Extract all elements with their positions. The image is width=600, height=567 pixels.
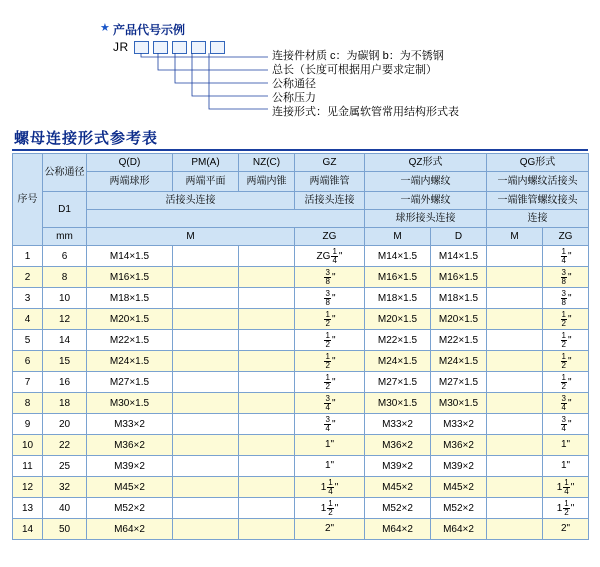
cell-gz [295, 267, 365, 288]
legend-title: 产品代号示例 [113, 23, 186, 37]
cell-qd: M36×2 [87, 435, 173, 456]
gz-inch-mark: " [334, 481, 339, 493]
cell-qz-m: M14×1.5 [365, 246, 431, 267]
header-qg-unit-m: M [487, 228, 543, 246]
gz-inch-mark: " [330, 523, 335, 535]
cell-qz-d: M18×1.5 [431, 288, 487, 309]
code-box-3 [172, 41, 187, 54]
qg-fraction: $\frac{1}{2}$ [561, 330, 566, 349]
header-group-nz-code: NZ(C) [239, 154, 295, 172]
star-icon: ★ [100, 22, 110, 34]
cell-qd: M18×1.5 [87, 288, 173, 309]
cell-qg-zg [543, 477, 589, 498]
gz-fraction: $\frac{1}{4}$ [328, 477, 333, 496]
cell-qz-m: M16×1.5 [365, 267, 431, 288]
cell-qg-zg [543, 498, 589, 519]
page-title: 螺母连接形式参考表 [14, 130, 159, 147]
cell-qd: M39×2 [87, 456, 173, 477]
gz-fraction: $\frac{1}{2}$ [325, 330, 330, 349]
gz-inch-mark: " [338, 250, 343, 262]
qg-inch-mark: " [567, 250, 572, 262]
cell-qd: M64×2 [87, 519, 173, 540]
code-box-4 [191, 41, 206, 54]
legend-item-material: 连接件材质 c：为碳钢 b：为不锈钢 [272, 50, 444, 62]
cell-seq: 4 [13, 309, 43, 330]
title-divider [12, 149, 588, 151]
cell-dn: 40 [43, 498, 87, 519]
gz-inch-mark: " [331, 292, 336, 304]
gz-fraction: $\frac{1}{2}$ [325, 351, 330, 370]
gz-inch-mark: " [331, 313, 336, 325]
header-group-qz-code: QZ形式 [365, 154, 487, 172]
cell-qg-m [487, 519, 543, 540]
cell-seq: 14 [13, 519, 43, 540]
qg-fraction: $\frac{1}{4}$ [564, 477, 569, 496]
cell-dn: 22 [43, 435, 87, 456]
cell-seq: 7 [13, 372, 43, 393]
cell-qz-m: M39×2 [365, 456, 431, 477]
table-row [13, 330, 589, 351]
cell-gz [295, 477, 365, 498]
legend-item-list [272, 50, 459, 120]
header-qz-form: 一端内螺纹 [365, 172, 487, 192]
cell-qd: M27×1.5 [87, 372, 173, 393]
cell-qz-d: M52×2 [431, 498, 487, 519]
cell-nz [239, 435, 295, 456]
header-qz-unit-d: D [431, 228, 487, 246]
header-qz-unit-m: M [365, 228, 431, 246]
code-box-1 [134, 41, 149, 54]
qg-inch-mark: " [566, 439, 571, 451]
cell-gz [295, 351, 365, 372]
qg-fraction: $\frac{1}{2}$ [561, 372, 566, 391]
cell-seq: 12 [13, 477, 43, 498]
gz-whole: 1 [324, 439, 331, 451]
header-unit-zg: ZG [295, 228, 365, 246]
cell-qz-d: M16×1.5 [431, 267, 487, 288]
cell-qg-zg [543, 330, 589, 351]
qg-inch-mark: " [567, 418, 572, 430]
table-row [13, 519, 589, 540]
cell-nz [239, 288, 295, 309]
qg-inch-mark: " [567, 376, 572, 388]
cell-dn: 25 [43, 456, 87, 477]
cell-seq: 5 [13, 330, 43, 351]
header-qg-join: 连接 [487, 210, 589, 228]
legend-item-connection-type: 连接形式：见金属软管常用结构形式表 [272, 106, 459, 118]
table-row [13, 498, 589, 519]
table-row [13, 267, 589, 288]
product-code-prefix: JR [113, 40, 129, 54]
table-row [13, 351, 589, 372]
table-row [13, 288, 589, 309]
code-box-5 [210, 41, 225, 54]
cell-qz-m: M30×1.5 [365, 393, 431, 414]
cell-seq: 9 [13, 414, 43, 435]
cell-qd: M22×1.5 [87, 330, 173, 351]
cell-qz-d: M39×2 [431, 456, 487, 477]
cell-qz-m: M22×1.5 [365, 330, 431, 351]
cell-nz [239, 330, 295, 351]
header-qg-unit-zg: ZG [543, 228, 589, 246]
cell-dn: 14 [43, 330, 87, 351]
cell-pm [173, 456, 239, 477]
qg-fraction: $\frac{3}{4}$ [561, 414, 566, 433]
legend-item-nominal-diameter: 公称通径 [272, 78, 316, 90]
gz-fraction: $\frac{1}{4}$ [332, 246, 337, 265]
qg-fraction: $\frac{3}{4}$ [561, 393, 566, 412]
header-gz-join: 活接头连接 [295, 192, 365, 210]
header-dn: 公称通径 [43, 154, 87, 192]
table-row [13, 435, 589, 456]
cell-pm [173, 393, 239, 414]
cell-qz-d: M45×2 [431, 477, 487, 498]
cell-qg-m [487, 435, 543, 456]
cell-qz-m: M52×2 [365, 498, 431, 519]
cell-qz-m: M18×1.5 [365, 288, 431, 309]
cell-nz [239, 246, 295, 267]
cell-seq: 6 [13, 351, 43, 372]
qg-whole: 1 [556, 502, 563, 514]
cell-dn: 12 [43, 309, 87, 330]
qg-inch-mark: " [570, 502, 575, 514]
cell-qg-m [487, 309, 543, 330]
table-row [13, 246, 589, 267]
header-gz-form: 两端锥管 [295, 172, 365, 192]
cell-qz-d: M20×1.5 [431, 309, 487, 330]
qg-fraction: $\frac{3}{8}$ [561, 288, 566, 307]
cell-qd: M45×2 [87, 477, 173, 498]
header-qz-form2: 一端外螺纹 [365, 192, 487, 210]
header-unit-m: M [87, 228, 295, 246]
header-group-pm-code: PM(A) [173, 154, 239, 172]
cell-nz [239, 309, 295, 330]
qg-inch-mark: " [567, 271, 572, 283]
cell-pm [173, 309, 239, 330]
gz-inch-mark: " [331, 334, 336, 346]
header-group-qd-code: Q(D) [87, 154, 173, 172]
cell-pm [173, 267, 239, 288]
cell-qg-m [487, 372, 543, 393]
cell-gz [295, 288, 365, 309]
cell-seq: 1 [13, 246, 43, 267]
gz-fraction: $\frac{1}{2}$ [325, 372, 330, 391]
cell-qg-m [487, 288, 543, 309]
cell-qg-zg [543, 351, 589, 372]
cell-dn: 50 [43, 519, 87, 540]
cell-nz [239, 414, 295, 435]
table-row [13, 393, 589, 414]
cell-pm [173, 477, 239, 498]
gz-inch-mark: " [330, 460, 335, 472]
cell-qd: M30×1.5 [87, 393, 173, 414]
cell-seq: 2 [13, 267, 43, 288]
cell-qz-d: M36×2 [431, 435, 487, 456]
cell-qg-zg [543, 456, 589, 477]
cell-qz-d: M14×1.5 [431, 246, 487, 267]
header-group-qg-code: QG形式 [487, 154, 589, 172]
gz-fraction: $\frac{1}{2}$ [325, 309, 330, 328]
gz-inch-mark: " [331, 418, 336, 430]
qg-inch-mark: " [566, 523, 571, 535]
cell-pm [173, 351, 239, 372]
cell-qz-d: M64×2 [431, 519, 487, 540]
cell-qg-zg [543, 267, 589, 288]
qg-inch-mark: " [567, 355, 572, 367]
cell-dn: 10 [43, 288, 87, 309]
cell-gz [295, 372, 365, 393]
cell-dn: 15 [43, 351, 87, 372]
nut-connection-spec-table [12, 153, 589, 540]
qg-whole: 2 [560, 523, 567, 535]
cell-gz [295, 246, 365, 267]
table-row [13, 456, 589, 477]
cell-dn: 16 [43, 372, 87, 393]
cell-qz-m: M24×1.5 [365, 351, 431, 372]
cell-pm [173, 519, 239, 540]
gz-whole: 1 [320, 481, 327, 493]
table-row [13, 477, 589, 498]
cell-nz [239, 372, 295, 393]
cell-qz-d: M30×1.5 [431, 393, 487, 414]
header-nz-form: 两端内锥 [239, 172, 295, 192]
cell-pm [173, 372, 239, 393]
cell-gz [295, 498, 365, 519]
gz-fraction: $\frac{1}{2}$ [328, 498, 333, 517]
cell-gz [295, 414, 365, 435]
cell-qd: M24×1.5 [87, 351, 173, 372]
header-pm-form: 两端平面 [173, 172, 239, 192]
qg-whole: 1 [560, 439, 567, 451]
table-row [13, 309, 589, 330]
cell-dn: 32 [43, 477, 87, 498]
product-code-boxes [134, 41, 225, 54]
cell-qg-zg [543, 393, 589, 414]
gz-fraction: $\frac{3}{8}$ [325, 267, 330, 286]
code-box-2 [153, 41, 168, 54]
header-seq-line1: 序号 [17, 194, 38, 205]
qg-inch-mark: " [567, 397, 572, 409]
gz-inch-mark: " [331, 271, 336, 283]
cell-nz [239, 519, 295, 540]
header-blank-join [87, 210, 365, 228]
legend-item-length: 总长（长度可根据用户要求定制） [272, 64, 437, 76]
cell-pm [173, 414, 239, 435]
cell-nz [239, 498, 295, 519]
header-qg-form2: 一端锥管螺纹接头 [487, 192, 589, 210]
qg-fraction: $\frac{1}{2}$ [564, 498, 569, 517]
cell-qz-m: M36×2 [365, 435, 431, 456]
gz-fraction: $\frac{3}{4}$ [325, 414, 330, 433]
cell-qd: M14×1.5 [87, 246, 173, 267]
cell-dn: 18 [43, 393, 87, 414]
table-row [13, 414, 589, 435]
cell-qg-zg [543, 309, 589, 330]
qg-inch-mark: " [567, 292, 572, 304]
cell-qg-zg [543, 246, 589, 267]
cell-qg-m [487, 414, 543, 435]
cell-pm [173, 288, 239, 309]
qg-inch-mark: " [566, 460, 571, 472]
qg-whole: 1 [560, 460, 567, 472]
cell-qg-m [487, 330, 543, 351]
cell-qg-m [487, 351, 543, 372]
table-body [13, 246, 589, 540]
cell-dn: 20 [43, 414, 87, 435]
cell-qg-zg [543, 435, 589, 456]
cell-gz [295, 330, 365, 351]
product-code-legend [0, 0, 600, 120]
header-qz-join: 球形接头连接 [365, 210, 487, 228]
table-header [13, 154, 589, 246]
cell-qz-d: M24×1.5 [431, 351, 487, 372]
gz-whole: ZG [316, 250, 331, 262]
header-seq [13, 154, 43, 246]
cell-qz-m: M64×2 [365, 519, 431, 540]
gz-inch-mark: " [334, 502, 339, 514]
cell-seq: 8 [13, 393, 43, 414]
cell-qd: M20×1.5 [87, 309, 173, 330]
qg-fraction: $\frac{1}{2}$ [561, 351, 566, 370]
cell-gz [295, 393, 365, 414]
cell-qd: M33×2 [87, 414, 173, 435]
qg-fraction: $\frac{3}{8}$ [561, 267, 566, 286]
cell-pm [173, 246, 239, 267]
legend-item-nominal-pressure: 公称压力 [272, 92, 316, 104]
cell-qg-m [487, 477, 543, 498]
gz-whole: 1 [320, 502, 327, 514]
header-dn-unit: mm [43, 228, 87, 246]
cell-seq: 10 [13, 435, 43, 456]
header-group-gz-code: GZ [295, 154, 365, 172]
cell-gz [295, 309, 365, 330]
cell-qz-d: M27×1.5 [431, 372, 487, 393]
cell-qg-zg [543, 372, 589, 393]
gz-fraction: $\frac{3}{4}$ [325, 393, 330, 412]
header-dn-sub: D1 [43, 192, 87, 228]
header-qd-form: 两端球形 [87, 172, 173, 192]
cell-dn: 8 [43, 267, 87, 288]
table-row [13, 372, 589, 393]
cell-pm [173, 330, 239, 351]
cell-nz [239, 393, 295, 414]
cell-qg-m [487, 456, 543, 477]
cell-qz-m: M33×2 [365, 414, 431, 435]
gz-inch-mark: " [331, 397, 336, 409]
cell-qd: M16×1.5 [87, 267, 173, 288]
cell-nz [239, 477, 295, 498]
cell-nz [239, 456, 295, 477]
cell-nz [239, 267, 295, 288]
gz-inch-mark: " [331, 355, 336, 367]
qg-fraction: $\frac{1}{2}$ [561, 309, 566, 328]
cell-qz-m: M20×1.5 [365, 309, 431, 330]
cell-pm [173, 435, 239, 456]
cell-qd: M52×2 [87, 498, 173, 519]
cell-seq: 11 [13, 456, 43, 477]
qg-inch-mark: " [567, 313, 572, 325]
gz-inch-mark: " [330, 439, 335, 451]
header-qg-form: 一端内螺纹活接头 [487, 172, 589, 192]
gz-fraction: $\frac{3}{8}$ [325, 288, 330, 307]
cell-pm [173, 498, 239, 519]
gz-inch-mark: " [331, 376, 336, 388]
qg-fraction: $\frac{1}{4}$ [561, 246, 566, 265]
qg-inch-mark: " [567, 334, 572, 346]
qg-inch-mark: " [570, 481, 575, 493]
cell-qg-zg [543, 519, 589, 540]
cell-qg-zg [543, 288, 589, 309]
gz-whole: 2 [324, 523, 331, 535]
header-qd-join: 活接头连接 [87, 192, 295, 210]
cell-nz [239, 351, 295, 372]
gz-whole: 1 [324, 460, 331, 472]
cell-gz [295, 456, 365, 477]
cell-qz-d: M33×2 [431, 414, 487, 435]
cell-qz-d: M22×1.5 [431, 330, 487, 351]
cell-gz [295, 435, 365, 456]
cell-qg-m [487, 498, 543, 519]
qg-whole: 1 [556, 481, 563, 493]
cell-qg-m [487, 393, 543, 414]
cell-qg-m [487, 267, 543, 288]
cell-seq: 13 [13, 498, 43, 519]
cell-seq: 3 [13, 288, 43, 309]
cell-gz [295, 519, 365, 540]
cell-dn: 6 [43, 246, 87, 267]
cell-qz-m: M27×1.5 [365, 372, 431, 393]
cell-qg-m [487, 246, 543, 267]
cell-qz-m: M45×2 [365, 477, 431, 498]
cell-qg-zg [543, 414, 589, 435]
